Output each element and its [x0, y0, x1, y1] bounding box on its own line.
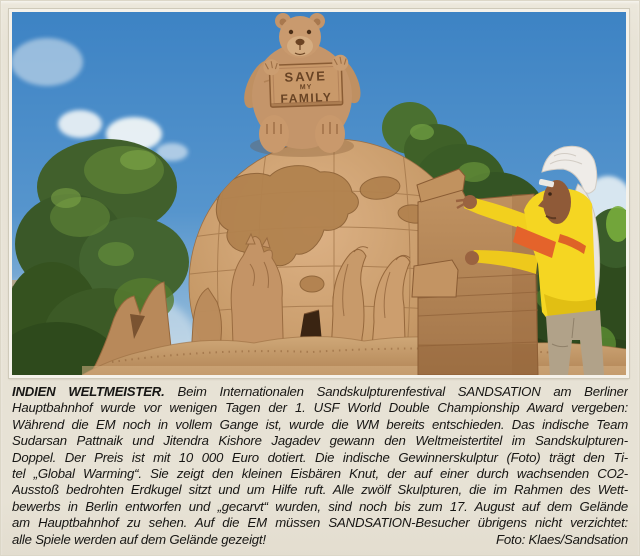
caption-line-5: Doppel. Der Preis ist mit 10 000 Euro dotiert. Die indische Gewinnerskulptur (Foto) trägt den Ti- [12, 449, 628, 465]
caption-line-4: Sudarsan Pattnaik und Jitendra Kishore Jagadev gewann den Weltmeistertitel im Sandskulpturen- [12, 433, 628, 449]
caption-line-10 [12, 532, 628, 548]
caption-line-2: Hauptbahnhof wurde vor wenigen Tagen der 1. USF World Double Championship Award vergeben: [12, 400, 628, 416]
caption-line-1-text: Beim Internationalen Sandskulpturenfestival SANDSATION am Berliner [177, 384, 628, 399]
sign-text-line3: FAMILY [280, 90, 333, 106]
caption-line-1 [12, 384, 628, 400]
caption [12, 384, 628, 548]
caption-lead: INDIEN WELTMEISTER. [12, 384, 165, 399]
caption-line-9: am Hauptbahnhof zu sehen. Auf die EM müssen SANDSATION-Besucher übrigens nicht verzichtet: [12, 515, 628, 531]
photo-credit: Foto: Klaes/Sandsation [496, 531, 628, 547]
caption-last-text: alle Spiele werden auf dem Gelände gezeigt! [12, 531, 266, 547]
sand-sculpture-photo [12, 12, 626, 375]
caption-line-7: Ausstoß bedrohten Erdkugel sitzt und um Hilfe ruft. Alle zwölf Skulpturen, die im Rahmen des Wett- [12, 482, 628, 498]
caption-line-8: bewerbs in Berlin entworfen und „gecarvt“ wurden, sind noch bis zum 17. August auf dem Gelände [12, 498, 628, 514]
photo-frame [9, 9, 629, 378]
sign-text-line2: MY [299, 83, 313, 92]
caption-line-3: Während die EM noch in vollem Gange ist, wurde die WM bereits entschieden. Das indische Team [12, 416, 628, 432]
caption-line-6: tel „Global Warming“. Sie zeigt den kleinen Eisbären Knut, der auf einer durch wachsenden CO2- [12, 465, 628, 481]
sign-text-line1: SAVE [284, 68, 328, 85]
